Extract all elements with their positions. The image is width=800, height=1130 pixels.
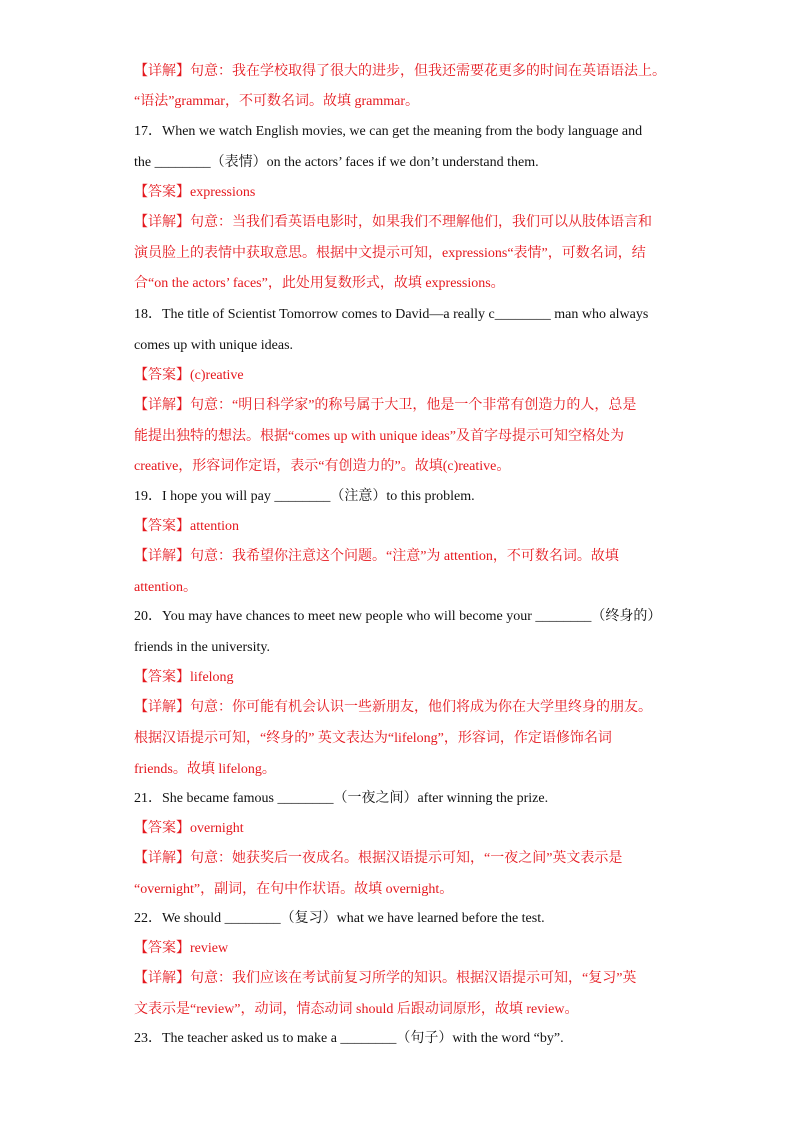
- question-line: 17．When we watch English movies, we can get the meaning from the body language and: [134, 124, 643, 139]
- answer-line: 【答案】overnight: [134, 821, 244, 836]
- explanation-line: 能提出独特的想法。根据“comes up with unique ideas”及首字母提示可知空格处为: [134, 429, 624, 444]
- explanation-line: creative，形容词作定语，表示“有创造力的”。故填(c)reative。: [134, 459, 511, 474]
- explanation-line: 根据汉语提示可知，“终身的” 英文表达为“lifelong”，形容词，作定语修饰名词: [134, 731, 612, 746]
- explanation-line: 合“on the actors’ faces”，此处用复数形式，故填 expressions。: [134, 276, 505, 291]
- answer-line: 【答案】lifelong: [134, 670, 234, 685]
- explanation-line: 【详解】句意：“明日科学家”的称号属于大卫，他是一个非常有创造力的人，总是: [134, 398, 637, 413]
- explanation-line: friends。故填 lifelong。: [134, 762, 276, 777]
- explanation-line: 演员脸上的表情中获取意思。根据中文提示可知，expressions“表情”，可数名词，结: [134, 246, 646, 261]
- explanation-line: attention。: [134, 580, 197, 595]
- explanation-line: 【详解】句意：她获奖后一夜成名。根据汉语提示可知，“一夜之间”英文表示是: [134, 851, 623, 866]
- question-line: 21．She became famous ________（一夜之间）after winning the prize.: [134, 791, 549, 806]
- answer-line: 【答案】expressions: [134, 185, 256, 200]
- explanation-line: 【详解】句意：我希望你注意这个问题。“注意”为 attention，不可数名词。故填: [134, 549, 619, 564]
- answer-line: 【答案】(c)reative: [134, 368, 244, 383]
- explanation-line: “语法”grammar，不可数名词。故填 grammar。: [134, 94, 419, 109]
- explanation-line: 【详解】句意：你可能有机会认识一些新朋友，他们将成为你在大学里终身的朋友。: [134, 700, 652, 715]
- explanation-line: 文表示是“review”，动词，情态动词 should 后跟动词原形，故填 review。: [134, 1002, 579, 1017]
- question-line: 23．The teacher asked us to make a ________（句子）with the word “by”.: [134, 1031, 564, 1046]
- explanation-line: 【详解】句意：我在学校取得了很大的进步，但我还需要花更多的时间在英语语法上。: [134, 64, 666, 79]
- question-line: 19．I hope you will pay ________（注意）to this problem.: [134, 489, 475, 504]
- question-line: 18．The title of Scientist Tomorrow comes to David—a really c________ man who always: [134, 307, 649, 322]
- question-line: comes up with unique ideas.: [134, 338, 294, 353]
- explanation-line: 【详解】句意：当我们看英语电影时，如果我们不理解他们，我们可以从肢体语言和: [134, 215, 652, 230]
- question-line: the ________（表情）on the actors’ faces if we don’t understand them.: [134, 155, 539, 170]
- explanation-line: 【详解】句意：我们应该在考试前复习所学的知识。根据汉语提示可知，“复习”英: [134, 971, 637, 986]
- explanation-line: “overnight”，副词，在句中作状语。故填 overnight。: [134, 882, 454, 897]
- question-line: 20．You may have chances to meet new people who will become your ________（终身的）: [134, 609, 662, 624]
- question-line: friends in the university.: [134, 640, 270, 655]
- question-line: 22．We should ________（复习）what we have learned before the test.: [134, 911, 545, 926]
- answer-line: 【答案】attention: [134, 519, 239, 534]
- answer-line: 【答案】review: [134, 941, 229, 956]
